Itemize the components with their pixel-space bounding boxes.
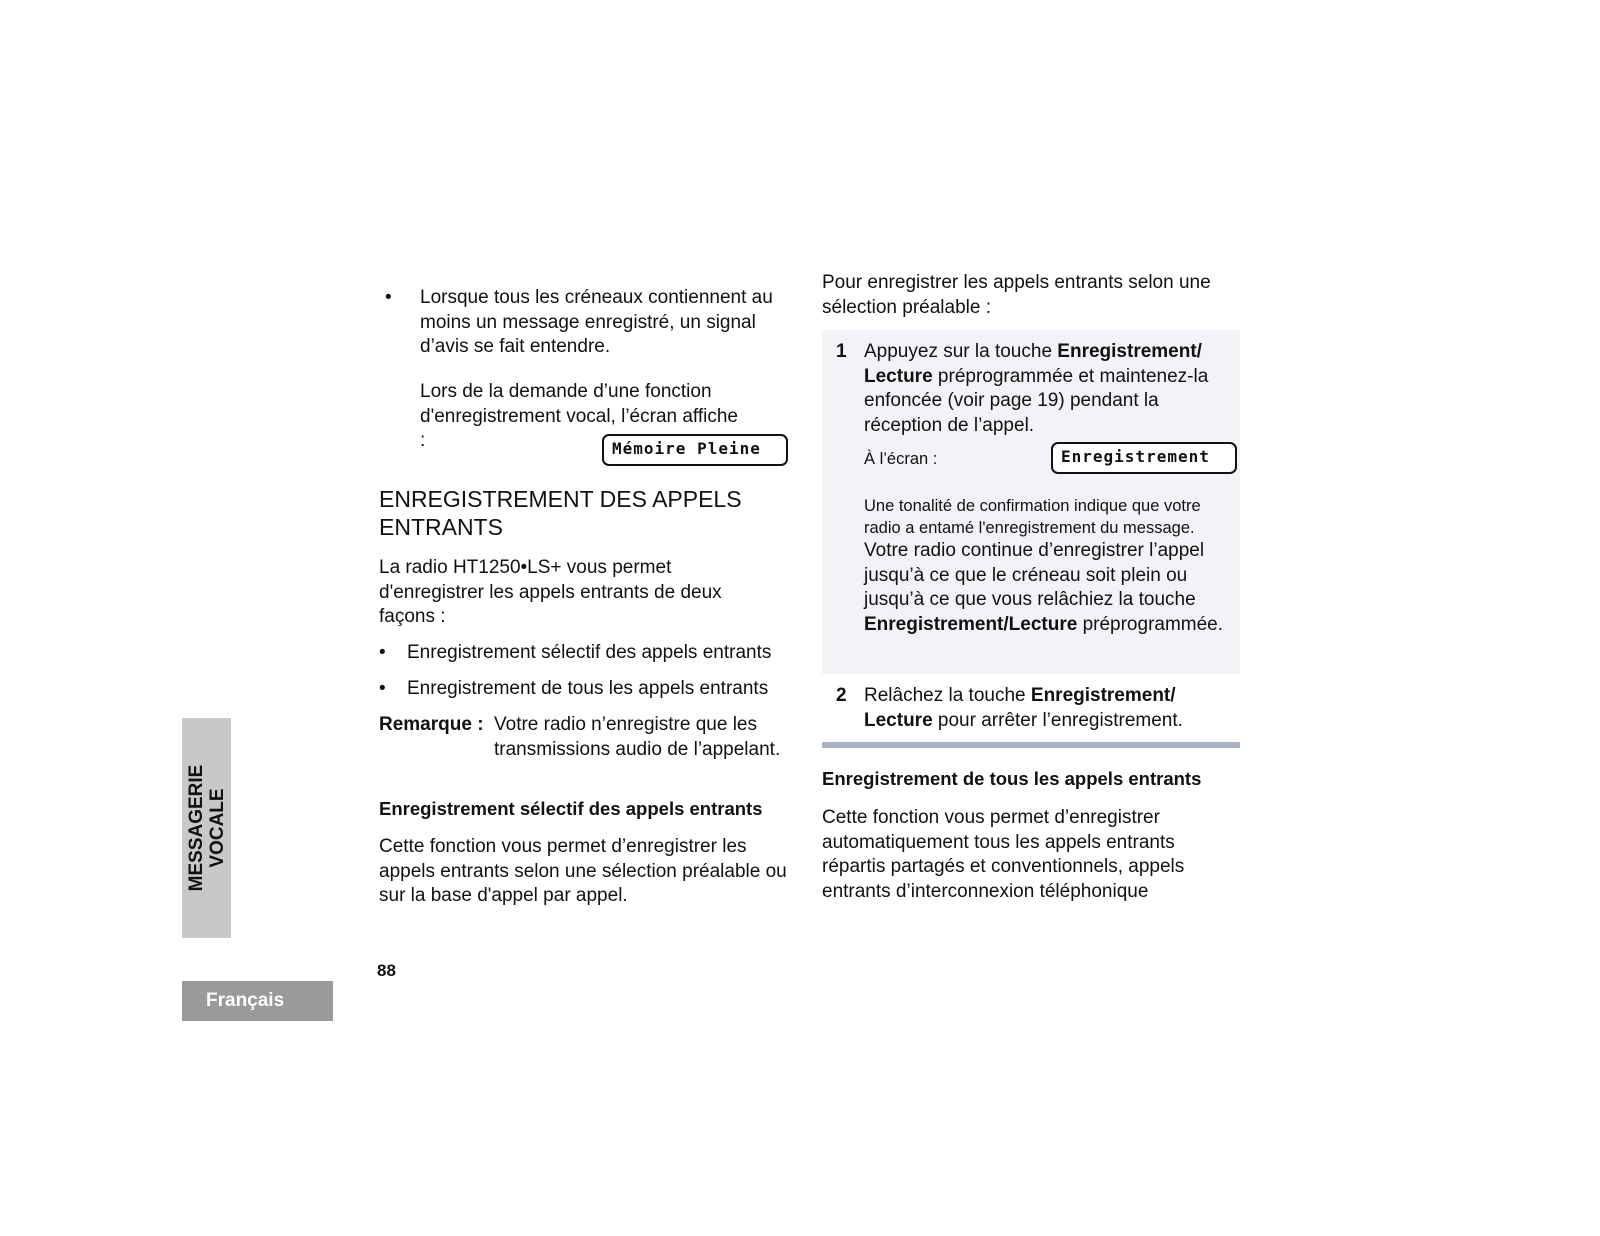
note-label: Remarque : bbox=[379, 714, 484, 735]
step-2-key: Enregistrement/ Lecture bbox=[864, 685, 1176, 731]
list-item: Enregistrement de tous les appels entrants bbox=[407, 678, 769, 699]
step-2-text bbox=[864, 684, 1209, 733]
step-1-text bbox=[864, 340, 1234, 438]
continue-post: préprogrammée. bbox=[1077, 613, 1224, 635]
all-calls-paragraph: Cette fonction vous permet d’enregistrer automatiquement tous les appels entrants répartis partagés et conventionnels, appels entrants d’interconnexion téléphonique bbox=[822, 807, 1185, 902]
continue-pre: Votre radio continue d’enregistrer l’appel jusqu’à ce que le créneau soit plein ou jusqu’à ce que vous relâchiez la touche bbox=[864, 540, 1205, 610]
page-number: 88 bbox=[377, 961, 396, 980]
chapter-side-tab bbox=[182, 718, 231, 938]
language-tab: Français bbox=[182, 981, 333, 1021]
confirmation-note: Une tonalité de confirmation indique que votre radio a entamé l'enregistrement du message. bbox=[864, 497, 1201, 537]
section-rule bbox=[822, 742, 1240, 748]
subheading-all: Enregistrement de tous les appels entrants bbox=[822, 768, 1202, 789]
list-bullet: • bbox=[379, 678, 386, 699]
selective-paragraph: Cette fonction vous permet d’enregistrer les appels entrants selon une sélection préalable ou sur la base d'appel par appel. bbox=[379, 836, 787, 906]
intro-paragraph: La radio HT1250•LS+ vous permet d'enregistrer les appels entrants de deux façons : bbox=[379, 557, 722, 627]
step-1-continue bbox=[864, 539, 1234, 637]
step-1-post: préprogrammée et maintenez-la enfoncée (voir page 19) pendant la réception de l’appel. bbox=[864, 365, 1209, 436]
side-tab-line2: VOCALE bbox=[206, 788, 228, 868]
step-1-pre: Appuyez sur la touche bbox=[864, 341, 1058, 362]
display-label: À l’écran : bbox=[864, 450, 938, 468]
step-2-number: 2 bbox=[836, 685, 847, 706]
step-1-key: Enregistrement/ Lecture bbox=[864, 341, 1202, 387]
step-1-number: 1 bbox=[836, 341, 847, 362]
display-intro: Lors de la demande d’une fonction d'enregistrement vocal, l’écran affiche : bbox=[420, 381, 738, 451]
list-bullet: • bbox=[379, 642, 386, 663]
lcd-display-recording: Enregistrement bbox=[1051, 442, 1237, 474]
list-item: Enregistrement sélectif des appels entrants bbox=[407, 642, 772, 663]
lcd-display-memory-full: Mémoire Pleine bbox=[602, 434, 788, 466]
section-heading: ENREGISTREMENT DES APPELS ENTRANTS bbox=[379, 486, 742, 540]
step-2-post: pour arrêter l’enregistrement. bbox=[932, 709, 1183, 731]
bullet-marker: • bbox=[385, 287, 392, 308]
continue-key: Enregistrement/Lecture bbox=[864, 613, 1078, 635]
subheading-selective: Enregistrement sélectif des appels entrants bbox=[379, 798, 763, 819]
note-text: Votre radio n’enregistre que les transmissions audio de l’appelant. bbox=[494, 714, 781, 760]
right-intro: Pour enregistrer les appels entrants selon une sélection préalable : bbox=[822, 272, 1211, 318]
side-tab-line1: MESSAGERIE bbox=[185, 764, 207, 892]
bullet-paragraph: Lorsque tous les créneaux contiennent au moins un message enregistré, un signal d’avis se fait entendre. bbox=[420, 287, 773, 357]
step-2-pre: Relâchez la touche bbox=[864, 685, 1031, 706]
